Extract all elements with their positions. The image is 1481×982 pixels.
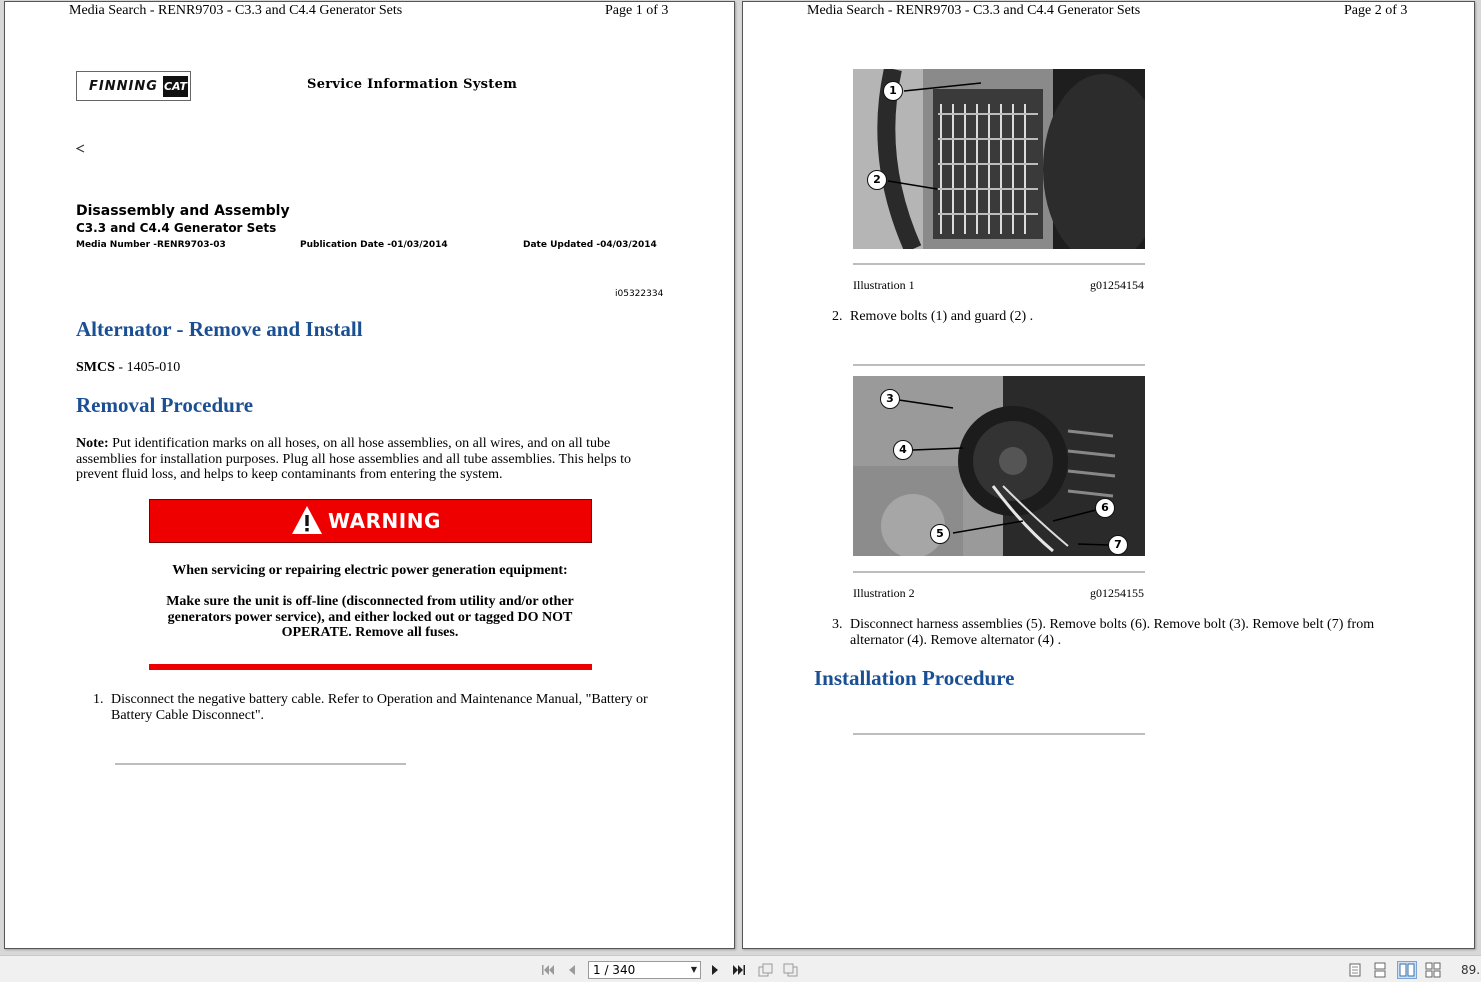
- next-page-button[interactable]: [706, 962, 724, 978]
- illustration-2-top-rule: [853, 364, 1145, 366]
- doc-title: Disassembly and Assembly: [76, 203, 290, 219]
- viewer-toolbar: [0, 955, 1481, 982]
- note-text: Put identification marks on all hoses, on all hose assemblies, on all wires, and on all tube assemblies for installation purposes. Plug all hose assemblies and all tube assemblies. This helps to prevent fluid loss, and helps to keep contaminants from entering the system.: [76, 436, 631, 482]
- removal-heading: Removal Procedure: [76, 393, 254, 417]
- page-header-number: Page 1 of 3: [605, 3, 669, 18]
- page-header-title: Media Search - RENR9703 - C3.3 and C4.4 Generator Sets: [807, 3, 1141, 18]
- step-2-text: Remove bolts (1) and guard (2) .: [850, 309, 1034, 324]
- warning-bottom-bar: [149, 664, 592, 670]
- two-page-continuous-view-button[interactable]: [1423, 961, 1443, 979]
- logo-cat-badge: CAT: [163, 76, 188, 97]
- publication-date: Publication Date -01/03/2014: [300, 240, 448, 250]
- two-page-view-button[interactable]: [1397, 961, 1417, 979]
- page-header-number: Page 2 of 3: [1344, 3, 1408, 18]
- step-3-number: 3.: [832, 617, 843, 632]
- previous-view-icon: [758, 963, 774, 977]
- smcs-line: [76, 360, 180, 376]
- doc-id: i05322334: [615, 289, 664, 299]
- last-page-icon: [732, 964, 746, 976]
- page-number-select[interactable]: [588, 961, 701, 979]
- section-heading: Alternator - Remove and Install: [76, 317, 363, 341]
- illustration-1-rule: [853, 263, 1145, 265]
- next-view-icon: [783, 963, 799, 977]
- illustration-2-label: Illustration 2: [853, 586, 915, 600]
- callout-1: 1: [883, 81, 903, 101]
- installation-heading: Installation Procedure: [814, 666, 1015, 690]
- chevron-down-icon: ▼: [690, 965, 697, 974]
- warning-text-1: When servicing or repairing electric power generation equipment:: [172, 563, 568, 578]
- cursor-arrow-icon: [76, 144, 86, 154]
- illustration-1-label: Illustration 1: [853, 278, 915, 292]
- zoom-level[interactable]: 89.: [1461, 963, 1481, 977]
- callout-3: 3: [880, 389, 900, 409]
- previous-page-button[interactable]: [563, 962, 581, 978]
- illustration-2-rule: [853, 571, 1145, 573]
- illustration-1-code: g01254154: [1090, 278, 1144, 292]
- previous-view-button[interactable]: [757, 962, 775, 978]
- logo-finning-text: FINNING: [89, 79, 158, 94]
- illustration-3-rule: [853, 733, 1145, 735]
- warning-label: WARNING: [328, 509, 441, 533]
- callout-5: 5: [930, 524, 950, 544]
- continuous-view-icon: [1374, 962, 1386, 978]
- step-3-text: Disconnect harness assemblies (5). Remove bolts (6). Remove bolt (3). Remove belt (7) from alternator (4). Remove alternator (4) .: [850, 617, 1375, 648]
- note-label: Note:: [76, 436, 109, 451]
- illustration-1-image: [853, 69, 1145, 249]
- first-page-icon: [541, 964, 555, 976]
- step-1-text: Disconnect the negative battery cable. Refer to Operation and Maintenance Manual, "Battery or Battery Cable Disconnect".: [111, 692, 648, 723]
- warning-triangle-icon: [291, 505, 323, 535]
- finning-cat-logo: [76, 71, 191, 101]
- system-title: Service Information System: [307, 77, 518, 92]
- doc-subtitle: C3.3 and C4.4 Generator Sets: [76, 221, 277, 235]
- single-page-view-icon: [1349, 963, 1361, 977]
- step-1-number: 1.: [93, 692, 104, 707]
- prev-page-icon: [567, 964, 577, 976]
- page-1: [4, 1, 735, 949]
- illustration-2-code: g01254155: [1090, 586, 1144, 600]
- next-page-icon: [710, 964, 720, 976]
- warning-banner: [149, 499, 592, 543]
- page-indicator: 1 / 340: [593, 963, 636, 977]
- smcs-label: SMCS: [76, 360, 115, 375]
- two-page-view-icon: [1399, 963, 1415, 977]
- page-header-title: Media Search - RENR9703 - C3.3 and C4.4 Generator Sets: [69, 3, 403, 18]
- callout-7: 7: [1108, 535, 1128, 555]
- illustration-divider: [115, 763, 406, 765]
- note-paragraph: [76, 436, 656, 483]
- media-number: Media Number -RENR9703-03: [76, 240, 226, 250]
- last-page-button[interactable]: [730, 962, 748, 978]
- callout-4: 4: [893, 440, 913, 460]
- date-updated: Date Updated -04/03/2014: [523, 240, 657, 250]
- callout-6: 6: [1095, 498, 1115, 518]
- single-page-view-button[interactable]: [1345, 961, 1365, 979]
- next-view-button[interactable]: [782, 962, 800, 978]
- smcs-value: - 1405-010: [114, 360, 181, 375]
- callout-2: 2: [867, 170, 887, 190]
- continuous-view-button[interactable]: [1370, 961, 1390, 979]
- first-page-button[interactable]: [539, 962, 557, 978]
- warning-text-2: Make sure the unit is off-line (disconnected from utility and/or other generators power service), and either locked out or tagged DO NOT OPERATE. Remove all fuses.: [166, 594, 574, 640]
- illustration-2-image: [853, 376, 1145, 556]
- two-page-continuous-view-icon: [1425, 962, 1441, 978]
- step-2-number: 2.: [832, 309, 843, 324]
- page-2: [742, 1, 1475, 949]
